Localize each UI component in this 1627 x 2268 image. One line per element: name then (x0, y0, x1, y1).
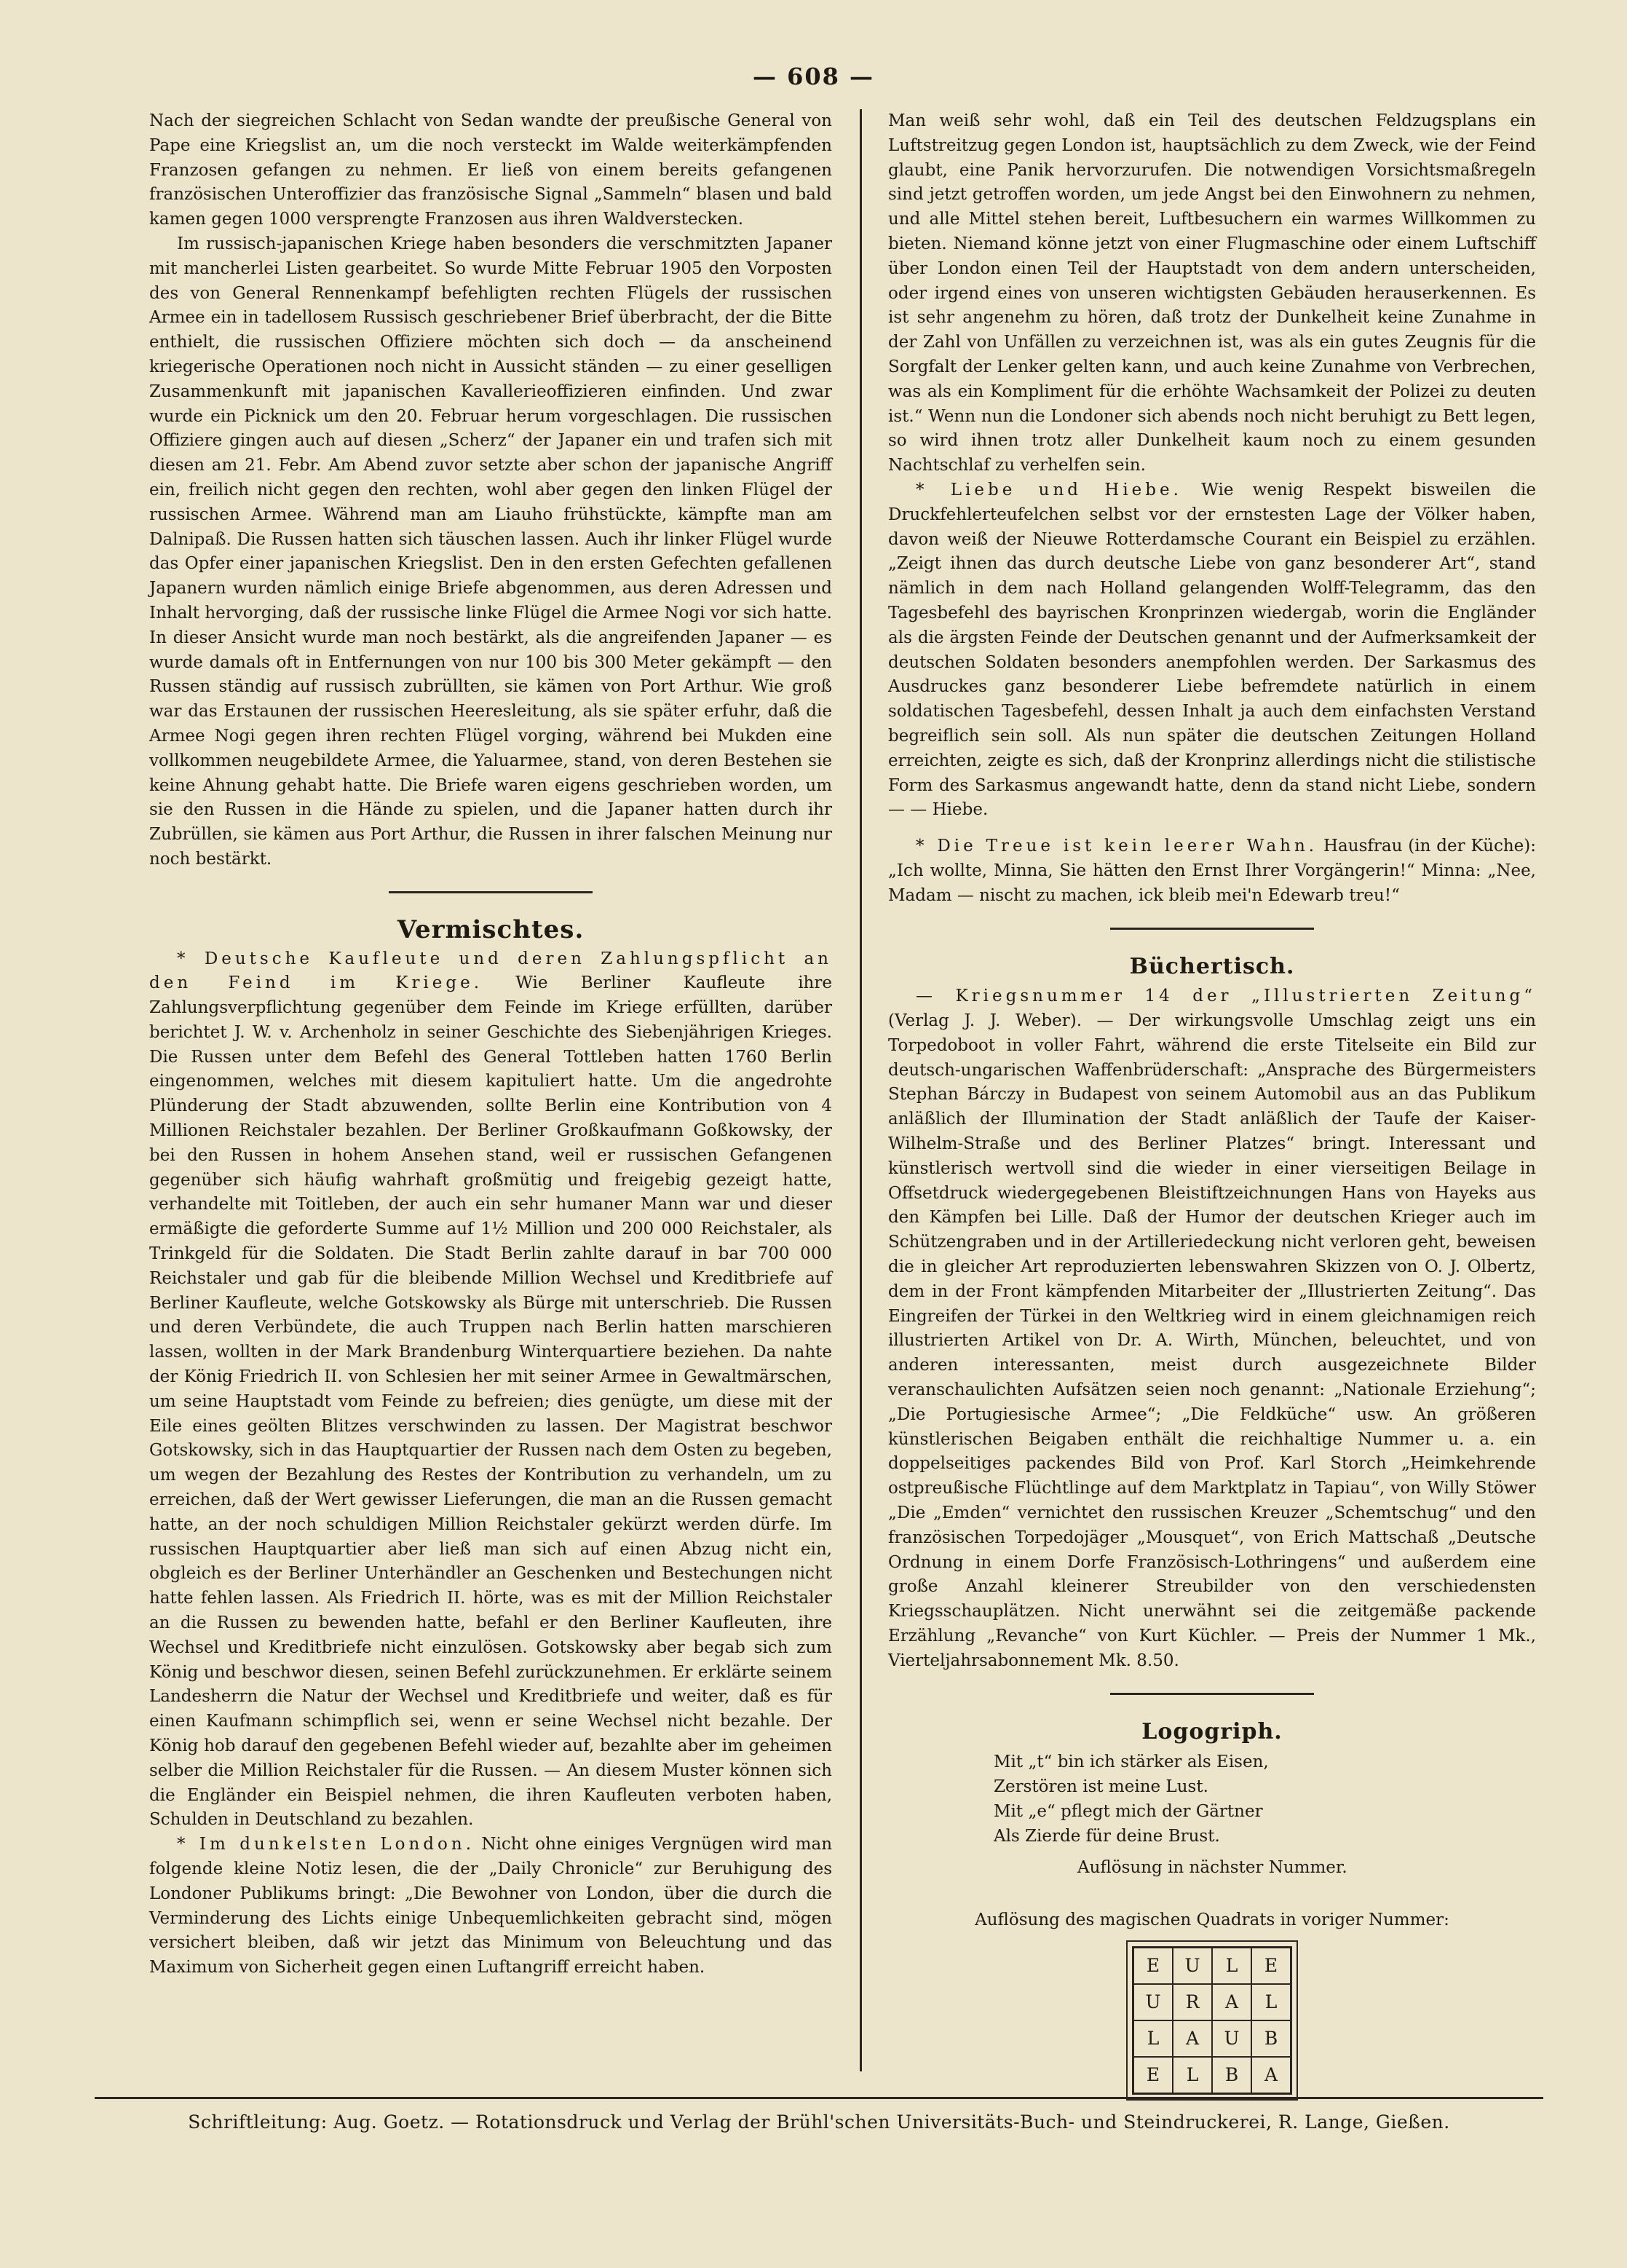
article-lead: — Kriegsnummer 14 der „Illustrierten Zeitung“ (916, 987, 1536, 1006)
magic-square-cell: E (1251, 1948, 1291, 1985)
article-body: Wie wenig Respekt bisweilen die Druckfehlerteufelchen selbst vor der ernstesten Lage der Völker haben, davon weiß der Nieuwe Rotterdamsche Courant ein Beispiel zu erzählen. „Zeigt ihnen das durch deutsche Liebe von ganz besonderer Art“, stand nämlich in dem nach Holland gelangenden Wolff-Telegramm, das den Tagesbefehl des bayrischen Kronprinzen wiedergab, worin die Engländer als die ärgsten Feinde der Deutschen genannt und der Aufmerksamkeit der deutschen Soldaten besonders anempfohlen werden. Der Sarkasmus des Ausdruckes ganz besonderer Liebe befremdete natürlich in einem soldatischen Tagesbefehl, dessen Inhalt ja auch dem einfachsten Verstand begreiflich sein soll. Als nun später die deutschen Zeitungen Holland erreichten, zeigte es sich, daß der Kronprinz allerdings nicht die stilistische Form des Sarkasmus angewandt hatte, denn da stand nicht Liebe, sondern — — Hiebe. (888, 480, 1537, 820)
magic-square-cell: U (1212, 2020, 1251, 2057)
magic-square-title: Auflösung des magischen Quadrats in voriger Nummer: (975, 1911, 1449, 1930)
magic-square-cell: L (1173, 2057, 1212, 2094)
section-separator (1110, 1693, 1314, 1695)
article-body: Man weiß sehr wohl, daß ein Teil des deutschen Feldzugsplans ein Luftstreitzug gegen London ist, hauptsächlich zu dem Zweck, wie der Feind glaubt, eine Panik hervorzurufen. Die notwendigen Vorsichtsmaßregeln sind jetzt getroffen worden, um jede Angst bei den Einwohnern zu nehmen, und alle Mittel stehen bereit, Luftbesuchern ein warmes Willkommen zu bieten. Niemand könne jetzt von einer Flugmaschine oder einem Luftschiff über London einen Teil der Hauptstadt von dem andern unterscheiden, oder irgend eines von unseren wichtigsten Gebäuden herauserkennen. Es ist sehr angenehm zu hören, daß trotz der Dunkelheit keine Zunahme in der Zahl von Unfällen zu verzeichnen ist, was als ein gutes Zeugnis für die Sorgfalt der Lenker gelten kann, und auch keine Zunahme von Verbrechen, was als ein Kompliment für die erhöhte Wachsamkeit der Polizei zu deuten ist.“ Wenn nun die Londoner sich abends noch nicht beruhigt zu Bett legen, so wird ihnen trotz aller Dunkelheit kaum noch zu einem gesunden Nachtschlaf zu verhelfen sein. (888, 111, 1536, 475)
magic-square-cell: E (1133, 1948, 1173, 1985)
magic-square-cell: A (1212, 1984, 1251, 2020)
riddle-line: Mit „t“ bin ich stärker als Eisen, (994, 1753, 1269, 1772)
article-lead: * Liebe und Hiebe. (916, 480, 1182, 499)
magic-square-row (1133, 1984, 1291, 2020)
article-paragraph (888, 109, 1536, 478)
magic-square-cell: B (1212, 2057, 1251, 2094)
book-review-paragraph (888, 984, 1536, 1673)
magic-square-cell: B (1251, 2020, 1291, 2057)
riddle-poem (994, 1750, 1536, 1849)
magic-square-row (1133, 1948, 1291, 1985)
article-paragraph: Im russisch-japanischen Kriege haben besonders die verschmitzten Japaner mit mancherlei Listen gearbeitet. So wurde Mitte Februar 1905 den Vorposten des von General Rennenkampf befehligten rechten Flügels der russischen Armee ein in tadellosem Russisch geschriebener Brief überbracht, der die Bitte enthielt, die russischen Offiziere möchten sich doch — da anscheinend kriegerische Operationen noch nicht in Aussicht ständen — zu einer geselligen Zusammenkunft mit japanischen Kavallerieoffizieren einfinden. Und zwar wurde ein Picknick um den 20. Februar herum vorgeschlagen. Die russischen Offiziere gingen auch auf diesen „Scherz“ der Japaner ein und trafen sich mit diesen am 21. Febr. Am Abend zuvor setzte aber schon der japanische Angriff ein, freilich nicht gegen den rechten, wohl aber gegen den linken Flügel der russischen Armee. Während man am Liauho frühstückte, kämpfte man am Dalnipaß. Die Russen hatten sich täuschen lassen. Auch ihr linker Flügel wurde das Opfer einer japanischen Kriegslist. Den in den ersten Gefechten gefallenen Japanern wurden nämlich einige Briefe abgenommen, aus deren Adressen und Inhalt hervorging, daß der russische linke Flügel die Armee Nogi vor sich hatte. In dieser Ansicht wurde man noch bestärkt, als die angreifenden Japaner — es wurde damals oft in Entfernungen von nur 100 bis 300 Meter gekämpft — den Russen ständig auf russisch zubrüllten, sie kämen von Port Arthur. Wie groß war das Erstaunen der russischen Heeresleitung, als sie später erfuhr, daß die Armee Nogi gegen ihren rechten Flügel vorging, während bei Mukden eine vollkommen neugebildete Armee, die Yaluarmee, stand, von deren Bestehen sie keine Ahnung gehabt hatte. Die Briefe waren eigens geschrieben worden, um sie den Russen in die Hände zu spielen, und die Japaner hatten durch ihr Zubrüllen, sie kämen aus Port Arthur, die Russen in ihrer falschen Meinung nur noch bestärkt. (149, 234, 832, 869)
magic-square-cell: U (1133, 1984, 1173, 2020)
riddle-line: Zerstören ist meine Lust. (994, 1777, 1208, 1797)
article-paragraph (149, 1833, 832, 1980)
left-column (149, 109, 832, 1980)
article-body: Wie Berliner Kaufleute ihre Zahlungsverpflichtung gegenüber dem Feinde im Kriege erfüllten, darüber berichtet J. W. v. Archenholz in seiner Geschichte des Siebenjährigen Krieges. Die Russen unter dem Befehl des General Tottleben hatten 1760 Berlin eingenommen, welches mit diesem kapituliert hatte. Um die angedrohte Plünderung der Stadt abzuwenden, sollte Berlin eine Kontribution von 4 Millionen Reichstaler bezahlen. Der Berliner Großkaufmann Goßkowsky, der bei den Russen in hohem Ansehen stand, weil er russischen Gefangenen gegenüber sich häufig wahrhaft großmütig und freigebig gezeigt hatte, verhandelte mit Toitleben, der auch ein sehr humaner Mann war und dieser ermäßigte die geforderte Summe auf 1½ Million und 200 000 Reichstaler, als Trinkgeld für die Soldaten. Die Stadt Berlin zahlte darauf in bar 700 000 Reichstaler und gab für die bleibende Million Wechsel und Kreditbriefe auf Berliner Kaufleute, welche Gotskowsky als Bürge mit unterschrieb. Die Russen und deren Verbündete, die auch Truppen nach Berlin hatten marschieren lassen, wollten in der Mark Brandenburg Winterquartiere beziehen. Da nahte der König Friedrich II. von Schlesien her mit seiner Armee in Gewaltmärschen, um seine Hauptstadt vom Feinde zu befreien; dies genügte, um diese mit der Eile eines geölten Blitzes verschwinden zu lassen. Der Magistrat beschwor Gotskowsky, sich in das Hauptquartier der Russen nach dem Osten zu begeben, um wegen der Bezahlung des Restes der Kontribution zu verhandeln, um zu erreichen, daß der Wert gewisser Lieferungen, die man an die Russen gemacht hatte, an der noch schuldigen Million Reichstaler gekürzt werden dürfe. Im russischen Hauptquartier aber ließ man sich auf einen Abzug nicht ein, obgleich es der Berliner Unterhändler an Geschenken und Bestechungen nicht hatte fehlen lassen. Als Friedrich II. hörte, was es mit der Million Reichstaler an die Russen zu bewenden hatte, befahl er den Berliner Kaufleuten, ihre Wechsel und Kreditbriefe nicht einzulösen. Gotskowsky aber begab sich zum König und beschwor diesen, seinen Befehl zurückzunehmen. Er erklärte seinem Landesherrn die Natur der Wechsel und Kreditbriefe und weiter, daß es für einen Kaufmann schimpflich sei, wenn er seine Wechsel nicht bezahle. Der König hob darauf den gegebenen Befehl wieder auf, bezahlte aber im geheimen selber die Million Reichstaler für die Russen. — An diesem Muster können sich die Engländer ein Beispiel nehmen, die ihren Kaufleuten verboten haben, Schulden in Deutschland zu bezahlen. (149, 973, 832, 1830)
magic-square-row (1133, 2057, 1291, 2094)
riddle-line: Als Zierde für deine Brust. (994, 1827, 1220, 1846)
article-lead: * Die Treue ist kein leerer Wahn. (916, 837, 1318, 856)
magic-square-cell: U (1173, 1948, 1212, 1985)
article-body: (Verlag J. J. Weber). — Der wirkungsvolle Umschlag zeigt uns ein Torpedoboot in voller Fahrt, während die erste Titelseite ein Bild zur deutsch-ungarischen Waffenbrüderschaft: „Ansprache des Bürgermeisters Stephan Bárczy in Budapest von seinem Automobil aus an das Publikum anläßlich der Illumination der Stadt anläßlich der Taufe der Kaiser-Wilhelm-Straße und des Berliner Platzes“ bringt. Interessant und künstlerisch wertvoll sind die wieder in einer vierseitigen Beilage in Offsetdruck wiedergegebenen Bleistiftzeichnungen Hans von Hayeks aus den Kämpfen bei Lille. Daß der Humor der deutschen Krieger auch im Schützengraben und in der Artilleriedeckung nicht verloren geht, beweisen die in gleicher Art reproduzierten lebenswahren Skizzen von O. J. Olbertz, dem in der Front kämpfenden Mitarbeiter der „Illustrierten Zeitung“. Das Eingreifen der Türkei in den Weltkrieg wird in einem gleichnamigen reich illustrierten Artikel von Dr. A. Wirth, München, beleuchtet, und von anderen interessanten, meist durch ausgezeichnete Bilder veranschaulichten Aufsätzen seien noch genannt: „Nationale Erziehung“; „Die Portugiesische Armee“; „Die Feldküche“ usw. An größeren künstlerischen Beigaben enthält die reichhaltige Nummer u. a. ein doppelseitiges packendes Bild von Prof. Karl Storch „Heimkehrende ostpreußische Flüchtlinge auf dem Marktplatz in Tapiau“, von Willy Stöwer „Die „Emden“ vernichtet den russischen Kreuzer „Schemtschug“ und den französischen Torpedojäger „Mousquet“, von Erich Mattschaß „Deutsche Ordnung in einem Dorfe Französisch-Lothringens“ und außerdem eine große Anzahl kleinerer Streubilder von den verschiedensten Kriegsschauplätzen. Nicht unerwähnt sei die zeitgemäße packende Erzählung „Revanche“ von Kurt Küchler. — Preis der Nummer 1 Mk., Vierteljahrsabonnement Mk. 8.50. (888, 1011, 1536, 1670)
article-body: Nicht ohne einiges Vergnügen wird man folgende kleine Notiz lesen, die der „Daily Chronicle“ zur Beruhigung des Londoner Publikums bringt: „Die Bewohner von London, über die durch die Verminderung des Lichts einige Unbequemlichkeiten gebracht sind, mögen versichert bleiben, daß wir jetzt das Minimum von Beleuchtung und das Maximum von Sicherheit gegen einen Luftangriff erreicht haben. (149, 1835, 833, 1977)
article-paragraph (888, 834, 1536, 908)
magic-square-cell: A (1251, 2057, 1291, 2094)
article-paragraph (888, 478, 1536, 823)
riddle-answer-note: Auflösung in nächster Nummer. (1077, 1858, 1347, 1878)
magic-square-cell: A (1173, 2020, 1212, 2057)
magic-square-cell: L (1251, 1984, 1291, 2020)
magic-square-cell: R (1173, 1984, 1212, 2020)
magic-square-table (1132, 1946, 1292, 2095)
article-body: Hausfrau (in der Küche): „Ich wollte, Minna, Sie hätten den Ernst Ihrer Vorgängerin!“ Minna: „Nee, Madam — nischt zu machen, ick bleib mei'n Edewarb treu!“ (888, 837, 1537, 905)
right-column (888, 109, 1536, 2095)
article-lead: * Im dunkelsten London. (177, 1835, 475, 1854)
magic-square-cell: L (1133, 2020, 1173, 2057)
section-separator (389, 891, 593, 893)
article-paragraph: Nach der siegreichen Schlacht von Sedan wandte der preußische General von Pape eine Kriegslist an, um die noch versteckt im Walde weiterkämpfenden Franzosen gefangen zu nehmen. Er ließ von einem bereits gefangenen französischen Unteroffizier das französische Signal „Sammeln“ blasen und bald kamen gegen 1000 versprengte Franzosen aus ihren Waldverstecken. (149, 111, 832, 229)
page-number: — 608 — (752, 63, 875, 90)
article-lead: * Deutsche Kaufleute und deren Zahlungspflicht an den Feind im Kriege. (149, 949, 832, 993)
magic-square-row (1133, 2020, 1291, 2057)
imprint-footer: Schriftleitung: Aug. Goetz. — Rotationsdruck und Verlag der Brühl'schen Universitäts-Buch- und Steindruckerei, R. Lange, Gießen. (188, 2111, 1450, 2133)
section-title-vermischtes: Vermischtes. (397, 914, 585, 944)
riddle-line: Mit „e“ pflegt mich der Gärtner (994, 1802, 1263, 1822)
section-separator (1110, 928, 1314, 930)
section-title-buechertisch: Büchertisch. (1129, 953, 1295, 979)
magic-square-cell: L (1212, 1948, 1251, 1985)
article-paragraph (149, 947, 832, 1833)
section-title-logogriph: Logogriph. (1141, 1718, 1283, 1745)
footer-rule (95, 2097, 1543, 2099)
column-divider (860, 109, 862, 2071)
magic-square-cell: E (1133, 2057, 1173, 2094)
